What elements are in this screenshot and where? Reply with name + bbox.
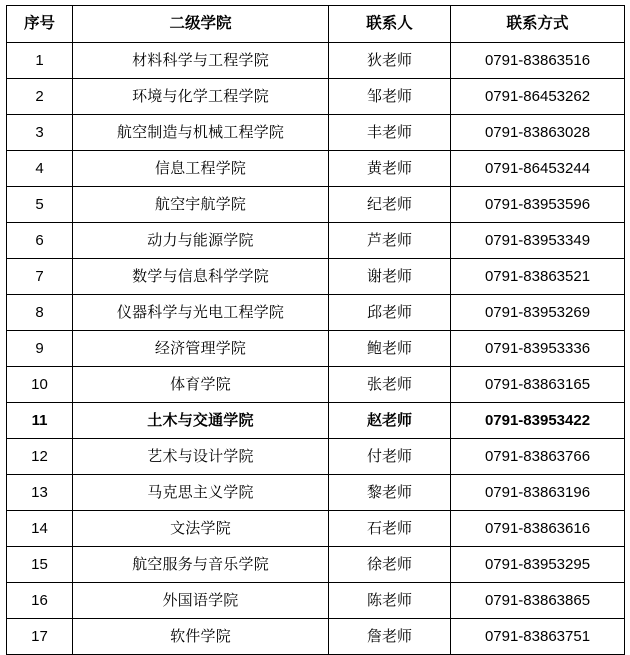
cell-college: 经济管理学院	[73, 331, 329, 367]
cell-index: 17	[7, 619, 73, 655]
cell-index: 5	[7, 187, 73, 223]
cell-index: 9	[7, 331, 73, 367]
column-header-college: 二级学院	[73, 6, 329, 43]
cell-college: 外国语学院	[73, 583, 329, 619]
cell-phone: 0791-83863165	[451, 367, 625, 403]
cell-person: 詹老师	[329, 619, 451, 655]
cell-index: 14	[7, 511, 73, 547]
cell-phone: 0791-83953349	[451, 223, 625, 259]
table-header	[7, 6, 625, 43]
cell-college: 环境与化学工程学院	[73, 79, 329, 115]
cell-person: 谢老师	[329, 259, 451, 295]
table-row	[7, 151, 625, 187]
cell-person: 徐老师	[329, 547, 451, 583]
cell-index: 1	[7, 43, 73, 79]
cell-college: 航空制造与机械工程学院	[73, 115, 329, 151]
cell-phone: 0791-83863196	[451, 475, 625, 511]
cell-person: 付老师	[329, 439, 451, 475]
cell-college: 动力与能源学院	[73, 223, 329, 259]
cell-phone: 0791-83953596	[451, 187, 625, 223]
cell-college: 材料科学与工程学院	[73, 43, 329, 79]
cell-person: 鲍老师	[329, 331, 451, 367]
cell-index: 10	[7, 367, 73, 403]
table-row	[7, 547, 625, 583]
table-row	[7, 619, 625, 655]
table-body	[7, 43, 625, 655]
cell-phone: 0791-83863028	[451, 115, 625, 151]
cell-index: 3	[7, 115, 73, 151]
table-row	[7, 43, 625, 79]
cell-college: 艺术与设计学院	[73, 439, 329, 475]
table-row	[7, 331, 625, 367]
cell-person: 邹老师	[329, 79, 451, 115]
cell-college: 马克思主义学院	[73, 475, 329, 511]
cell-phone: 0791-83863751	[451, 619, 625, 655]
cell-college: 体育学院	[73, 367, 329, 403]
cell-college: 数学与信息科学学院	[73, 259, 329, 295]
cell-person: 石老师	[329, 511, 451, 547]
cell-college: 信息工程学院	[73, 151, 329, 187]
cell-phone: 0791-83863865	[451, 583, 625, 619]
table-header-row	[7, 6, 625, 43]
cell-index: 4	[7, 151, 73, 187]
cell-person: 黎老师	[329, 475, 451, 511]
cell-index: 11	[7, 403, 73, 439]
column-header-phone: 联系方式	[451, 6, 625, 43]
cell-phone: 0791-83863516	[451, 43, 625, 79]
cell-phone: 0791-83863521	[451, 259, 625, 295]
column-header-index: 序号	[7, 6, 73, 43]
table-row	[7, 223, 625, 259]
table-row	[7, 115, 625, 151]
cell-phone: 0791-83953336	[451, 331, 625, 367]
cell-index: 8	[7, 295, 73, 331]
cell-person: 邱老师	[329, 295, 451, 331]
table-row	[7, 79, 625, 115]
cell-college: 航空宇航学院	[73, 187, 329, 223]
table-row	[7, 187, 625, 223]
college-contact-table	[6, 5, 625, 655]
table-row	[7, 259, 625, 295]
cell-person: 狄老师	[329, 43, 451, 79]
cell-person: 黄老师	[329, 151, 451, 187]
table-row	[7, 295, 625, 331]
cell-index: 6	[7, 223, 73, 259]
cell-index: 2	[7, 79, 73, 115]
cell-phone: 0791-83953295	[451, 547, 625, 583]
table-row	[7, 367, 625, 403]
cell-person: 陈老师	[329, 583, 451, 619]
cell-college: 土木与交通学院	[73, 403, 329, 439]
cell-person: 芦老师	[329, 223, 451, 259]
cell-index: 16	[7, 583, 73, 619]
table-row	[7, 475, 625, 511]
cell-college: 软件学院	[73, 619, 329, 655]
cell-index: 12	[7, 439, 73, 475]
cell-index: 7	[7, 259, 73, 295]
cell-phone: 0791-86453262	[451, 79, 625, 115]
table-row	[7, 403, 625, 439]
cell-index: 15	[7, 547, 73, 583]
cell-college: 航空服务与音乐学院	[73, 547, 329, 583]
cell-college: 仪器科学与光电工程学院	[73, 295, 329, 331]
cell-index: 13	[7, 475, 73, 511]
cell-person: 丰老师	[329, 115, 451, 151]
table-row	[7, 583, 625, 619]
table-row	[7, 511, 625, 547]
cell-phone: 0791-83953269	[451, 295, 625, 331]
cell-person: 张老师	[329, 367, 451, 403]
cell-person: 纪老师	[329, 187, 451, 223]
cell-phone: 0791-83863616	[451, 511, 625, 547]
cell-college: 文法学院	[73, 511, 329, 547]
column-header-person: 联系人	[329, 6, 451, 43]
cell-phone: 0791-86453244	[451, 151, 625, 187]
cell-person: 赵老师	[329, 403, 451, 439]
cell-phone: 0791-83863766	[451, 439, 625, 475]
table-row	[7, 439, 625, 475]
cell-phone: 0791-83953422	[451, 403, 625, 439]
